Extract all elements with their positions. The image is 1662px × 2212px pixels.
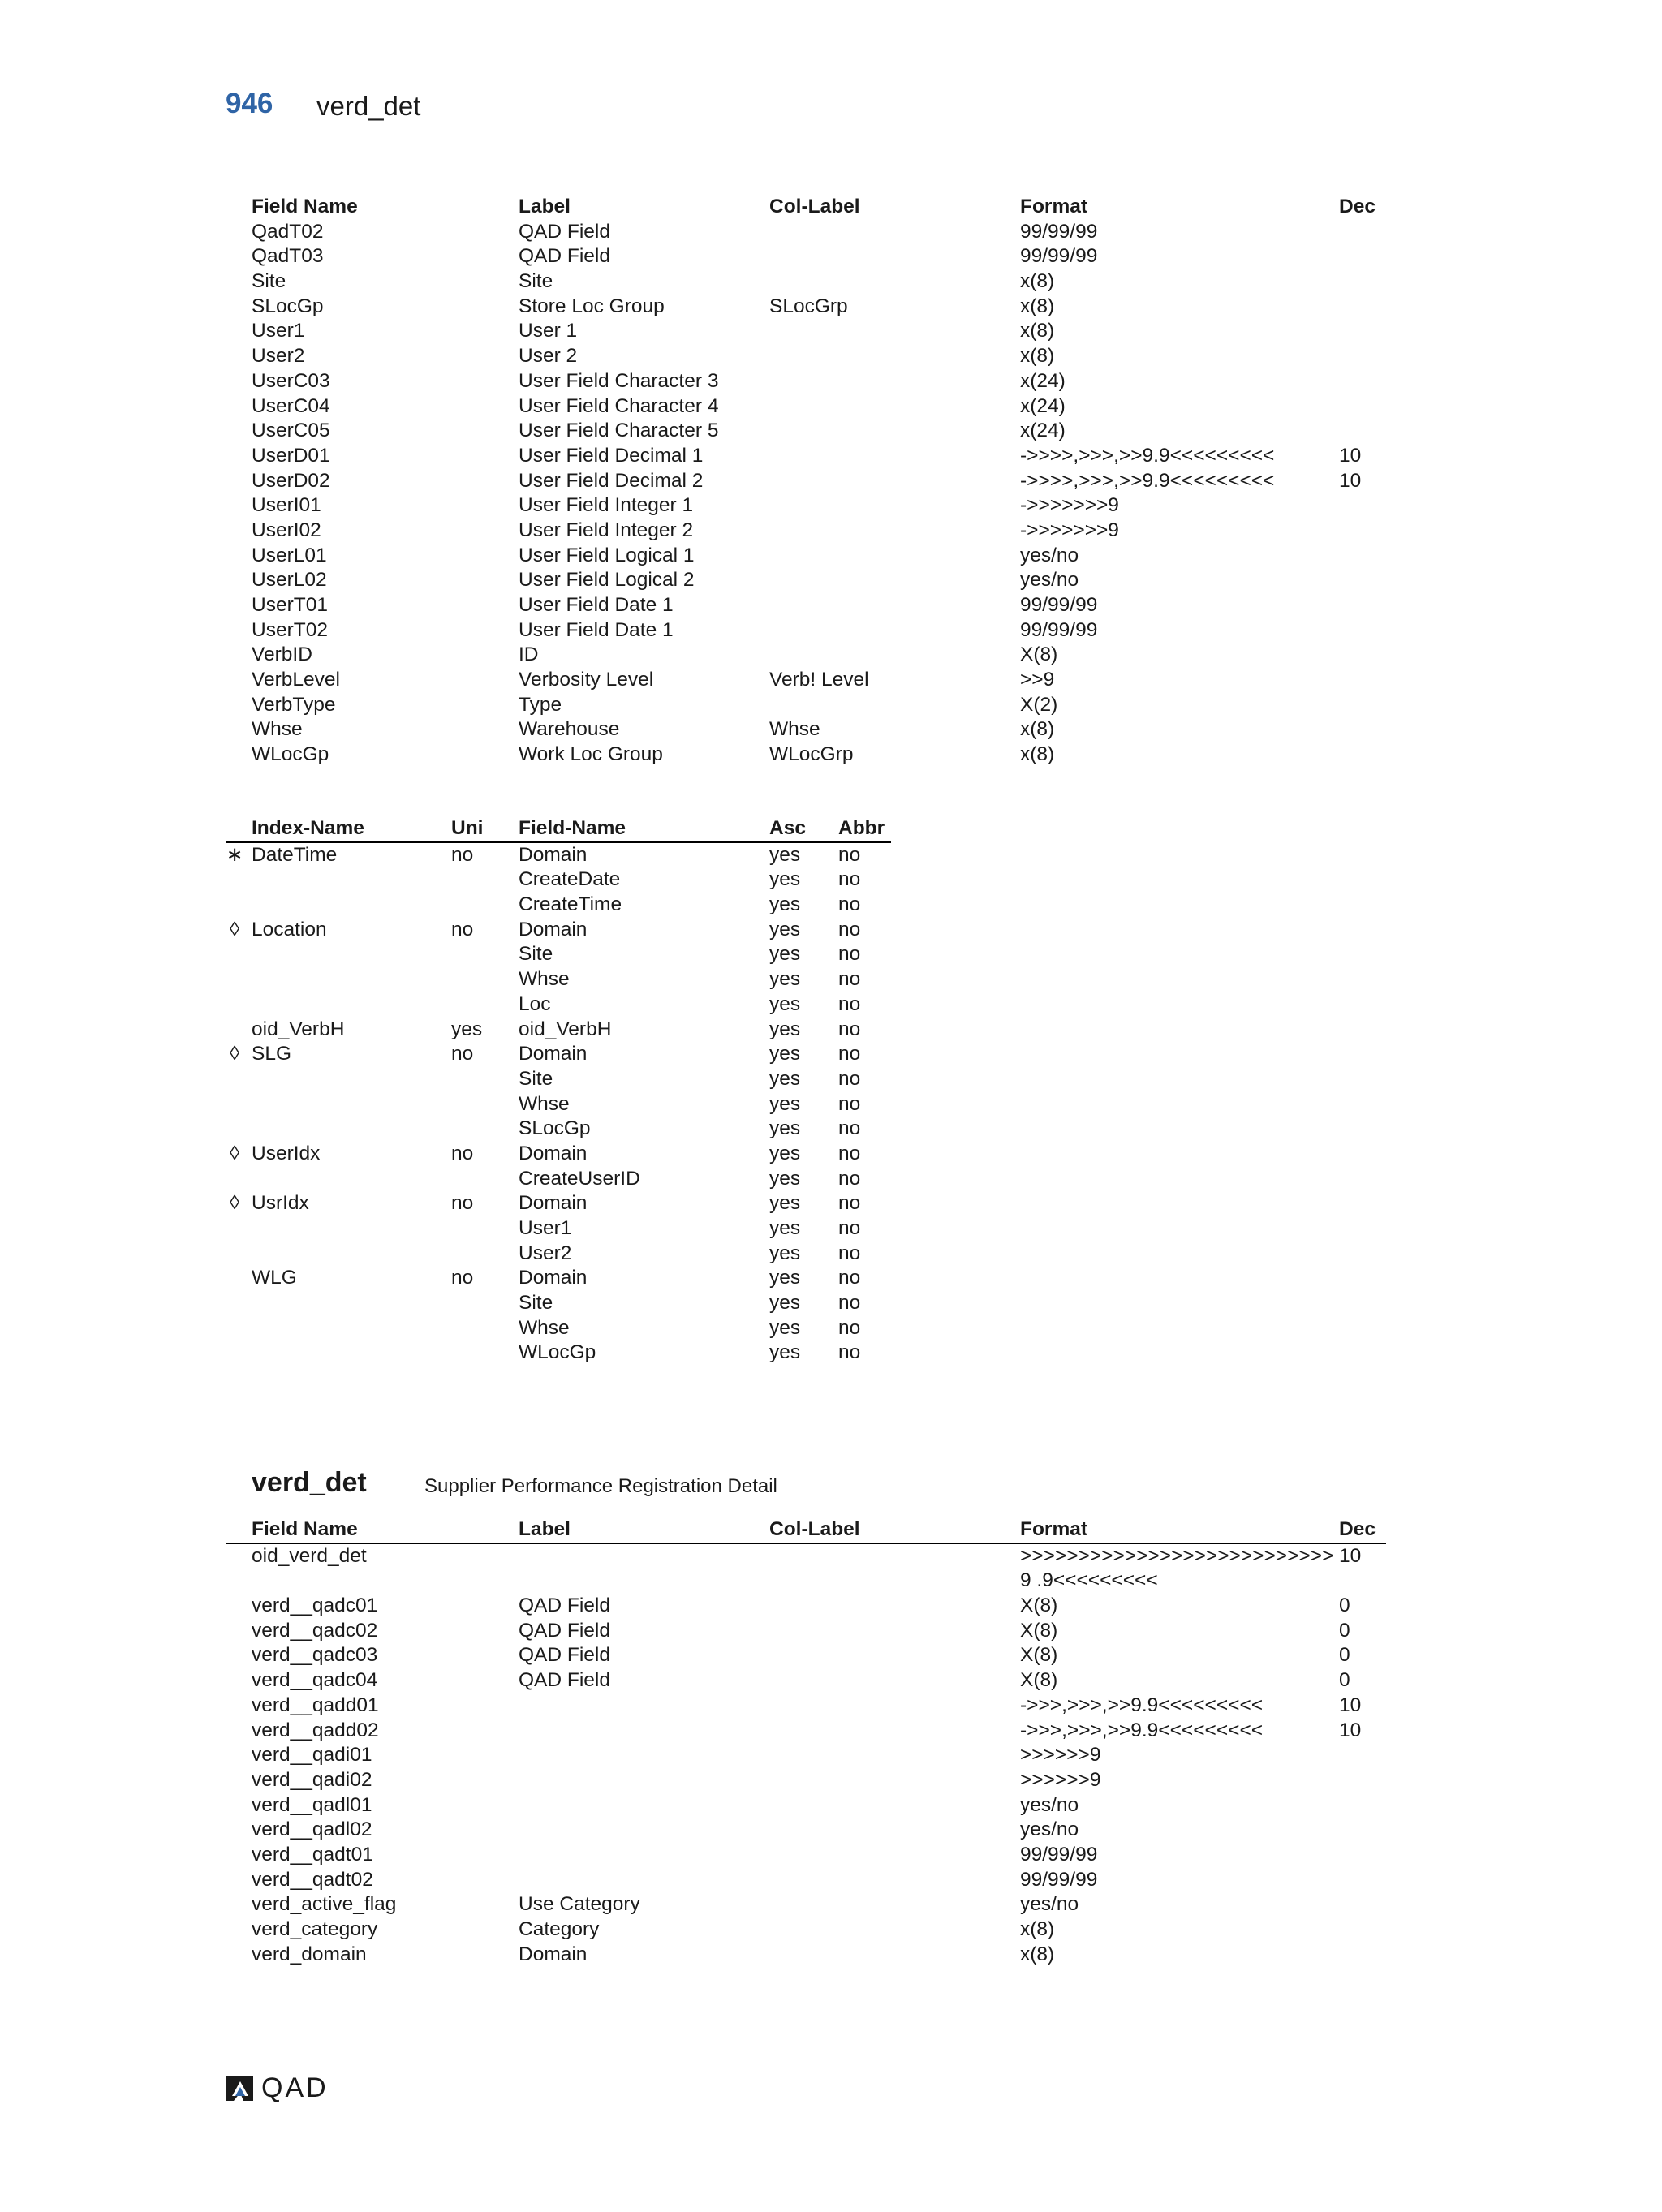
table-row: [226, 1117, 891, 1142]
field-name-cell: verd__qadd02: [252, 1719, 379, 1741]
index-marker-icon: ◊: [229, 1142, 240, 1164]
field-name-cell: Site: [519, 943, 553, 966]
field-name-cell: CreateTime: [519, 893, 622, 916]
label-cell: QAD Field: [519, 1644, 611, 1667]
field-name-cell: verd__qadc01: [252, 1594, 378, 1617]
table-row: [226, 1668, 1386, 1693]
page-number: 946: [226, 88, 273, 119]
abbr-cell: no: [838, 1018, 861, 1040]
field-name-cell: Site: [519, 1292, 553, 1315]
table-row: [226, 220, 1386, 245]
field-table-2-header: [226, 1517, 1386, 1544]
table-row: [226, 1341, 891, 1366]
label-cell: User 1: [519, 320, 578, 342]
dec-cell: 0: [1339, 1669, 1350, 1692]
col-label-cell: WLocGrp: [769, 743, 854, 766]
field-name-cell: QadT03: [252, 245, 324, 268]
label-cell: User 2: [519, 345, 578, 368]
asc-cell: yes: [769, 1167, 801, 1190]
abbr-cell: no: [838, 868, 861, 891]
field-name-cell: verd__qadc03: [252, 1644, 378, 1667]
index-name-cell: WLG: [252, 1267, 297, 1289]
table-row: [226, 1067, 891, 1092]
abbr-cell: no: [838, 893, 861, 916]
format-cell: X(8): [1020, 1594, 1058, 1617]
table-row: [226, 1693, 1386, 1719]
table-row: [226, 369, 1386, 394]
abbr-cell: no: [838, 1192, 861, 1215]
format-cell: 99/99/99: [1020, 618, 1098, 641]
format-cell: X(8): [1020, 1644, 1058, 1667]
abbr-cell: no: [838, 1267, 861, 1289]
table-row: [226, 1167, 891, 1192]
table-row: [226, 942, 891, 967]
table-row: [226, 1042, 891, 1067]
label-cell: ID: [519, 643, 539, 666]
index-table-header: [226, 816, 891, 843]
field-name-cell: UserC04: [252, 394, 330, 417]
abbr-cell: no: [838, 1117, 861, 1140]
format-cell: x(24): [1020, 369, 1066, 392]
table-row: [226, 1643, 1386, 1668]
abbr-cell: no: [838, 1341, 861, 1364]
asc-cell: yes: [769, 1217, 801, 1239]
format-cell: >>>>>>9: [1020, 1768, 1101, 1791]
label-cell: Store Loc Group: [519, 295, 665, 317]
format-cell: ->>>>>>>9: [1020, 494, 1119, 517]
format-cell: yes/no: [1020, 544, 1079, 566]
label-cell: QAD Field: [519, 245, 611, 268]
abbr-cell: no: [838, 1242, 861, 1264]
abbr-cell: no: [838, 1043, 861, 1065]
field-name-cell: oid_verd_det: [252, 1544, 367, 1567]
field-name-cell: verd__qadc04: [252, 1669, 378, 1692]
format-cell: yes/no: [1020, 1793, 1079, 1816]
field-name-cell: Domain: [519, 1192, 588, 1215]
abbr-cell: no: [838, 1167, 861, 1190]
field-name-cell: UserD02: [252, 469, 330, 492]
abbr-cell: no: [838, 1316, 861, 1339]
field-name-cell: Whse: [519, 968, 570, 991]
table-row: [226, 1018, 891, 1043]
format-cell: X(8): [1020, 1619, 1058, 1642]
table-row: [226, 843, 891, 868]
table-row: [226, 1743, 1386, 1768]
asc-cell: yes: [769, 1018, 801, 1040]
label-cell: QAD Field: [519, 1669, 611, 1692]
index-name-cell: UsrIdx: [252, 1192, 309, 1215]
label-cell: Domain: [519, 1943, 588, 1965]
index-marker-icon: ◊: [229, 918, 240, 940]
index-name-cell: DateTime: [252, 843, 338, 866]
format-cell: x(24): [1020, 420, 1066, 442]
format-cell: x(8): [1020, 295, 1055, 317]
field-name-cell: UserT01: [252, 594, 328, 616]
format-cell: 99/99/99: [1020, 594, 1098, 616]
section-title: verd_det: [252, 1467, 367, 1498]
abbr-cell: no: [838, 1067, 861, 1090]
label-cell: QAD Field: [519, 1619, 611, 1642]
index-name-cell: SLG: [252, 1043, 292, 1065]
asc-cell: yes: [769, 1092, 801, 1115]
format-cell: x(8): [1020, 345, 1055, 368]
field-name-cell: Site: [252, 270, 286, 293]
field-name-cell: User2: [252, 345, 305, 368]
dec-cell: 10: [1339, 1719, 1362, 1741]
field-name-cell: verd_category: [252, 1918, 378, 1941]
field-name-cell: Site: [519, 1067, 553, 1090]
label-cell: Use Category: [519, 1893, 640, 1916]
label-cell: User Field Character 4: [519, 394, 719, 417]
field-name-cell: SLocGp: [252, 295, 324, 317]
format-cell: ->>>,>>>,>>9.9<<<<<<<<<: [1020, 1693, 1264, 1716]
table-row: [226, 1843, 1386, 1868]
field-name-cell: verd__qadc02: [252, 1619, 378, 1642]
field-table-1-header: [226, 195, 1386, 220]
format-cell: ->>>>,>>>,>>9.9<<<<<<<<<: [1020, 444, 1275, 467]
table-row: [226, 319, 1386, 344]
qad-logo-text: QAD: [261, 2072, 329, 2103]
asc-cell: yes: [769, 943, 801, 966]
asc-cell: yes: [769, 868, 801, 891]
field-name-cell: User2: [519, 1242, 572, 1264]
field-name-cell: verd__qadl01: [252, 1793, 372, 1816]
abbr-cell: no: [838, 943, 861, 966]
table-row: [226, 1242, 891, 1267]
uni-cell: no: [451, 918, 474, 940]
field-name-cell: UserL02: [252, 569, 327, 592]
table-row: [226, 1544, 1386, 1594]
column-header-dec: Dec: [1339, 1518, 1376, 1540]
format-cell: 99/99/99: [1020, 1868, 1098, 1891]
table-row: [226, 519, 1386, 544]
field-name-cell: UserL01: [252, 544, 327, 566]
format-cell: x(8): [1020, 743, 1055, 766]
table-row: [226, 544, 1386, 569]
field-name-cell: QadT02: [252, 220, 324, 243]
field-name-cell: VerbID: [252, 643, 312, 666]
dec-cell: 0: [1339, 1644, 1350, 1667]
format-cell: x(24): [1020, 394, 1066, 417]
table-row: [226, 493, 1386, 519]
label-cell: User Field Logical 1: [519, 544, 695, 566]
table-row: [226, 1191, 891, 1216]
asc-cell: yes: [769, 843, 801, 866]
abbr-cell: no: [838, 1142, 861, 1164]
abbr-cell: no: [838, 843, 861, 866]
table-row: [226, 1316, 891, 1341]
asc-cell: yes: [769, 1192, 801, 1215]
table-row: [226, 618, 1386, 643]
index-name-cell: UserIdx: [252, 1142, 321, 1164]
table-row: [226, 867, 891, 893]
asc-cell: yes: [769, 968, 801, 991]
uni-cell: no: [451, 1192, 474, 1215]
asc-cell: yes: [769, 992, 801, 1015]
dec-cell: 10: [1339, 469, 1362, 492]
format-cell: 99/99/99: [1020, 220, 1098, 243]
table-row: [226, 1868, 1386, 1893]
table-row: [226, 568, 1386, 593]
table-row: [226, 1892, 1386, 1917]
label-cell: Site: [519, 270, 553, 293]
field-name-cell: Domain: [519, 1043, 588, 1065]
table-row: [226, 1917, 1386, 1943]
label-cell: QAD Field: [519, 220, 611, 243]
uni-cell: no: [451, 843, 474, 866]
field-name-cell: verd__qadt02: [252, 1868, 373, 1891]
label-cell: User Field Integer 1: [519, 494, 694, 517]
asc-cell: yes: [769, 1067, 801, 1090]
label-cell: Work Loc Group: [519, 743, 663, 766]
dec-cell: 10: [1339, 1693, 1362, 1716]
column-header-field-name: Field Name: [252, 1518, 358, 1540]
table-row: [226, 1619, 1386, 1644]
col-label-cell: Whse: [769, 718, 820, 741]
qad-logo-icon: [224, 2075, 256, 2102]
field-name-cell: verd__qadi01: [252, 1744, 372, 1767]
format-cell: ->>>>,>>>,>>9.9<<<<<<<<<: [1020, 469, 1275, 492]
format-cell: X(2): [1020, 693, 1058, 716]
table-row: [226, 1142, 891, 1167]
column-header-col-label: Col-Label: [769, 196, 860, 217]
uni-cell: no: [451, 1142, 474, 1164]
abbr-cell: no: [838, 1092, 861, 1115]
field-name-cell: Loc: [519, 992, 551, 1015]
table-row: [226, 1768, 1386, 1793]
abbr-cell: no: [838, 1217, 861, 1239]
field-name-cell: CreateUserID: [519, 1167, 640, 1190]
column-header-label: Label: [519, 196, 571, 217]
column-header-field-name: Field Name: [252, 196, 358, 217]
dec-cell: 0: [1339, 1619, 1350, 1642]
format-cell: ->>>,>>>,>>9.9<<<<<<<<<: [1020, 1719, 1264, 1741]
table-row: [226, 717, 1386, 742]
label-cell: Warehouse: [519, 718, 620, 741]
index-marker-icon: ∗: [226, 843, 243, 866]
field-name-cell: VerbType: [252, 693, 336, 716]
field-name-cell: User1: [519, 1217, 572, 1239]
table-row: [226, 918, 891, 943]
asc-cell: yes: [769, 1142, 801, 1164]
label-cell: User Field Logical 2: [519, 569, 695, 592]
asc-cell: yes: [769, 1316, 801, 1339]
field-name-cell: User1: [252, 320, 305, 342]
col-label-cell: SLocGrp: [769, 295, 848, 317]
table-row: [226, 967, 891, 992]
format-cell: yes/no: [1020, 1818, 1079, 1841]
format-cell: >>>>>>>>>>>>>>>>>>>>>>>>>>>9 .9<<<<<<<<<: [1020, 1544, 1334, 1592]
index-name-cell: Location: [252, 918, 327, 940]
field-name-cell: Domain: [519, 1267, 588, 1289]
index-marker-icon: ◊: [229, 1192, 240, 1215]
table-row: [226, 668, 1386, 693]
label-cell: User Field Date 1: [519, 594, 674, 616]
abbr-cell: no: [838, 968, 861, 991]
uni-cell: no: [451, 1267, 474, 1289]
uni-cell: yes: [451, 1018, 483, 1040]
label-cell: User Field Decimal 2: [519, 469, 704, 492]
label-cell: Category: [519, 1918, 600, 1941]
format-cell: x(8): [1020, 1918, 1055, 1941]
field-name-cell: UserI01: [252, 494, 321, 517]
table-row: [226, 344, 1386, 369]
field-name-cell: verd_active_flag: [252, 1893, 397, 1916]
table-row: [226, 244, 1386, 269]
uni-cell: no: [451, 1043, 474, 1065]
field-name-cell: Domain: [519, 1142, 588, 1164]
format-cell: x(8): [1020, 718, 1055, 741]
asc-cell: yes: [769, 893, 801, 916]
abbr-cell: no: [838, 992, 861, 1015]
column-header-dec: Dec: [1339, 196, 1376, 217]
field-name-cell: UserC03: [252, 369, 330, 392]
table-row: [226, 394, 1386, 420]
column-header-index-name: Index-Name: [252, 817, 364, 839]
page-header-title: verd_det: [316, 91, 421, 121]
column-header-format: Format: [1020, 1518, 1088, 1540]
field-name-cell: Domain: [519, 843, 588, 866]
field-table-2-body: [226, 1544, 1386, 1968]
table-row: [226, 992, 891, 1018]
field-name-cell: UserI02: [252, 519, 321, 541]
table-row: [226, 469, 1386, 494]
section-description: Supplier Performance Registration Detail: [424, 1475, 777, 1497]
field-name-cell: VerbLevel: [252, 669, 340, 691]
table-row: [226, 593, 1386, 618]
column-header-asc: Asc: [769, 817, 806, 839]
format-cell: yes/no: [1020, 1893, 1079, 1916]
column-header-col-label: Col-Label: [769, 1518, 860, 1540]
column-header-field-name: Field-Name: [519, 817, 626, 839]
field-name-cell: verd__qadt01: [252, 1843, 373, 1866]
field-name-cell: UserT02: [252, 618, 328, 641]
field-name-cell: Whse: [519, 1092, 570, 1115]
field-name-cell: SLocGp: [519, 1117, 591, 1140]
table-row: [226, 1943, 1386, 1968]
dec-cell: 10: [1339, 1544, 1362, 1567]
column-header-uni: Uni: [451, 817, 484, 839]
label-cell: Verbosity Level: [519, 669, 654, 691]
asc-cell: yes: [769, 1292, 801, 1315]
asc-cell: yes: [769, 1043, 801, 1065]
label-cell: User Field Integer 2: [519, 519, 694, 541]
table-row: [226, 1092, 891, 1117]
index-table: [226, 816, 891, 1366]
field-name-cell: WLocGp: [252, 743, 329, 766]
label-cell: User Field Character 5: [519, 420, 719, 442]
label-cell: Type: [519, 693, 562, 716]
footer-logo: [224, 2072, 329, 2104]
index-name-cell: oid_VerbH: [252, 1018, 345, 1040]
field-table-2: [226, 1517, 1386, 1967]
field-name-cell: CreateDate: [519, 868, 621, 891]
format-cell: x(8): [1020, 320, 1055, 342]
table-row: [226, 1594, 1386, 1619]
field-name-cell: Whse: [519, 1316, 570, 1339]
asc-cell: yes: [769, 1117, 801, 1140]
field-name-cell: UserD01: [252, 444, 330, 467]
index-table-body: [226, 843, 891, 1366]
table-row: [226, 643, 1386, 668]
format-cell: 99/99/99: [1020, 245, 1098, 268]
format-cell: x(8): [1020, 1943, 1055, 1965]
field-name-cell: verd__qadd01: [252, 1693, 379, 1716]
asc-cell: yes: [769, 1341, 801, 1364]
field-name-cell: verd__qadl02: [252, 1818, 372, 1841]
field-name-cell: oid_VerbH: [519, 1018, 612, 1040]
asc-cell: yes: [769, 1242, 801, 1264]
table-row: [226, 1719, 1386, 1744]
format-cell: x(8): [1020, 270, 1055, 293]
format-cell: yes/no: [1020, 569, 1079, 592]
table-row: [226, 269, 1386, 295]
col-label-cell: Verb! Level: [769, 669, 869, 691]
format-cell: >>>>>>9: [1020, 1744, 1101, 1767]
format-cell: ->>>>>>>9: [1020, 519, 1119, 541]
table-row: [226, 1291, 891, 1316]
field-name-cell: verd_domain: [252, 1943, 367, 1965]
field-table-1: [226, 195, 1386, 768]
column-header-label: Label: [519, 1518, 571, 1540]
asc-cell: yes: [769, 1267, 801, 1289]
field-name-cell: verd__qadi02: [252, 1768, 372, 1791]
table-row: [226, 1818, 1386, 1843]
field-name-cell: UserC05: [252, 420, 330, 442]
table-row: [226, 742, 1386, 768]
table-row: [226, 444, 1386, 469]
label-cell: User Field Date 1: [519, 618, 674, 641]
field-name-cell: WLocGp: [519, 1341, 596, 1364]
format-cell: X(8): [1020, 643, 1058, 666]
format-cell: 99/99/99: [1020, 1843, 1098, 1866]
table-row: [226, 419, 1386, 444]
table-row: [226, 1216, 891, 1242]
format-cell: >>9: [1020, 669, 1055, 691]
format-cell: X(8): [1020, 1669, 1058, 1692]
table-row: [226, 893, 891, 918]
table-row: [226, 1793, 1386, 1818]
label-cell: User Field Character 3: [519, 369, 719, 392]
column-header-abbr: Abbr: [838, 817, 885, 839]
asc-cell: yes: [769, 918, 801, 940]
table-row: [226, 1266, 891, 1291]
table-row: [226, 693, 1386, 718]
index-marker-icon: ◊: [229, 1043, 240, 1065]
field-name-cell: Domain: [519, 918, 588, 940]
dec-cell: 10: [1339, 444, 1362, 467]
abbr-cell: no: [838, 1292, 861, 1315]
label-cell: QAD Field: [519, 1594, 611, 1617]
abbr-cell: no: [838, 918, 861, 940]
dec-cell: 0: [1339, 1594, 1350, 1617]
label-cell: User Field Decimal 1: [519, 444, 704, 467]
table-row: [226, 295, 1386, 320]
field-name-cell: Whse: [252, 718, 303, 741]
column-header-format: Format: [1020, 196, 1088, 217]
field-table-1-body: [226, 220, 1386, 768]
